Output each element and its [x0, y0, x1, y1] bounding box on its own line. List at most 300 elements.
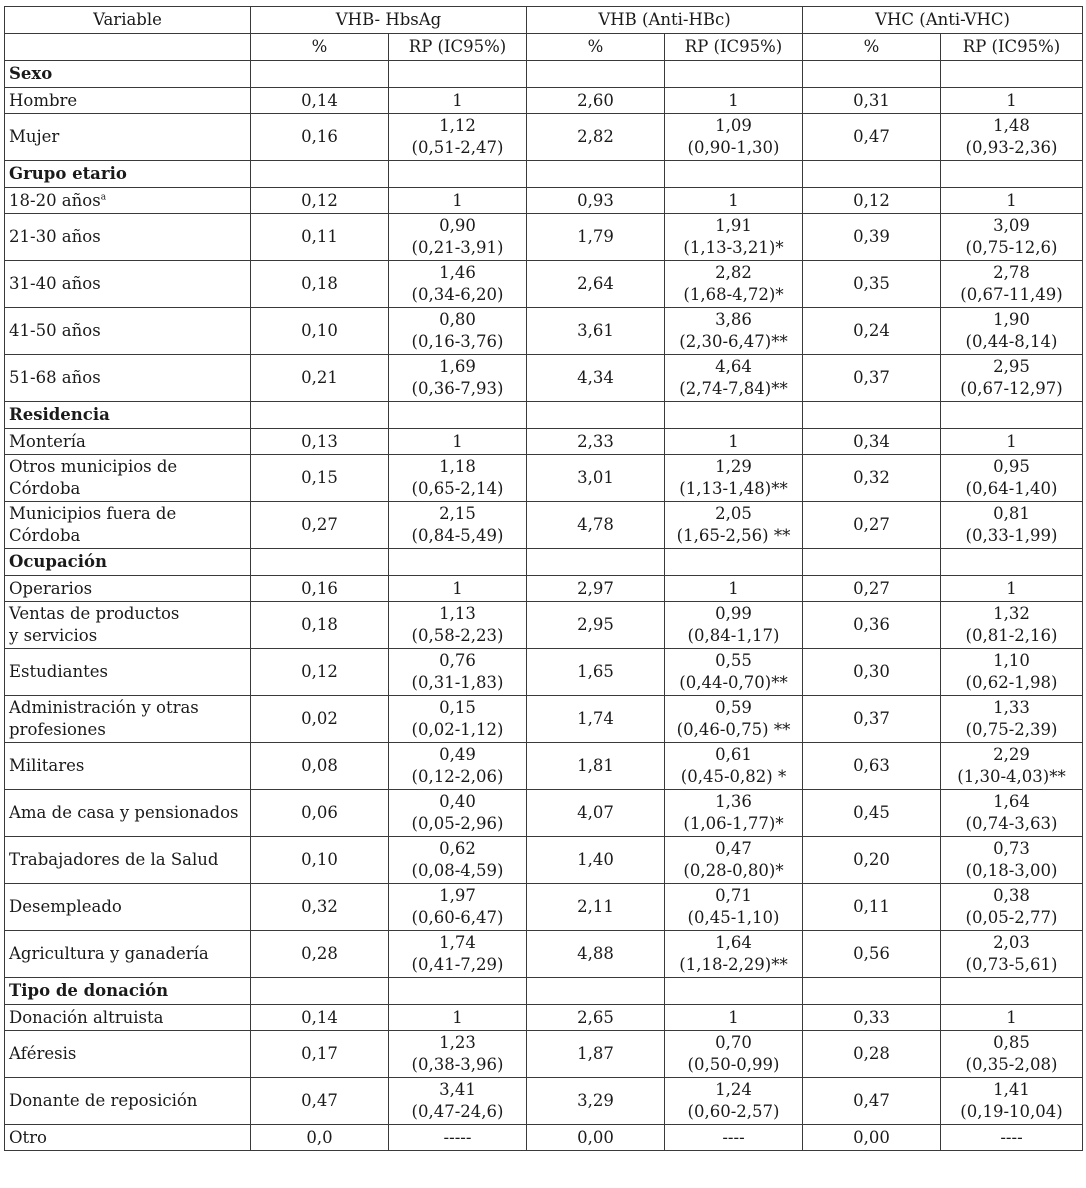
rp-cell	[389, 1078, 527, 1125]
rp-value: 1,29	[715, 457, 752, 476]
rp-value: ----	[722, 1127, 745, 1147]
empty-cell	[251, 61, 389, 88]
rp-value: 1	[452, 578, 463, 598]
rp-value: 1,90	[993, 310, 1030, 329]
rp-cell	[665, 790, 803, 837]
rp-value: 1,36	[715, 792, 752, 811]
rp-interval: (1,13-1,48)**	[679, 479, 788, 498]
pct-cell: 0,36	[803, 602, 941, 649]
rp-value: 1,24	[715, 1080, 752, 1099]
row-label-line: y servicios	[9, 626, 98, 645]
rp-value: 1	[1006, 1007, 1017, 1027]
rp-value: 2,82	[715, 263, 752, 282]
rp-interval: (0,46-0,75) **	[676, 720, 791, 739]
rp-cell	[941, 696, 1083, 743]
pct-cell: 4,07	[527, 790, 665, 837]
row-label	[5, 502, 251, 549]
table-row	[5, 1005, 1083, 1031]
empty-cell	[665, 402, 803, 429]
rp-value: 1,12	[439, 116, 476, 135]
rp-cell	[665, 308, 803, 355]
row-label	[5, 455, 251, 502]
rp-value: 2,29	[993, 745, 1030, 764]
rp-interval: (0,62-1,98)	[965, 673, 1058, 692]
rp-cell	[389, 188, 527, 214]
rp-interval: (1,06-1,77)*	[683, 814, 784, 833]
rp-cell	[665, 114, 803, 161]
rp-value: 0,38	[993, 886, 1030, 905]
pct-cell: 0,14	[251, 88, 389, 114]
rp-cell	[941, 743, 1083, 790]
rp-cell	[389, 837, 527, 884]
table-row	[5, 576, 1083, 602]
rp-interval: (0,75-2,39)	[965, 720, 1058, 739]
pct-cell: 2,60	[527, 88, 665, 114]
empty-cell	[941, 402, 1083, 429]
pct-cell: 1,87	[527, 1031, 665, 1078]
rp-cell	[941, 649, 1083, 696]
row-label-line: Trabajadores de la Salud	[9, 850, 219, 869]
rp-value: 2,95	[993, 357, 1030, 376]
header-row-columns	[5, 34, 1083, 61]
rp-value: 2,15	[439, 504, 476, 523]
pct-cell: 1,81	[527, 743, 665, 790]
empty-cell	[389, 402, 527, 429]
header-vhb-antihbc: VHB (Anti-HBc)	[527, 7, 803, 34]
rp-value: 0,80	[439, 310, 476, 329]
rp-cell	[389, 1031, 527, 1078]
rp-interval: (0,47-24,6)	[411, 1102, 504, 1121]
empty-cell	[941, 549, 1083, 576]
row-label-line: Agricultura y ganadería	[9, 944, 209, 963]
rp-cell	[665, 455, 803, 502]
header-variable: Variable	[5, 7, 251, 34]
rp-cell	[941, 455, 1083, 502]
table-row	[5, 455, 1083, 502]
rp-cell	[665, 88, 803, 114]
table-row	[5, 1125, 1083, 1151]
table-row	[5, 214, 1083, 261]
row-label-line: Montería	[9, 431, 86, 451]
rp-value: 0,90	[439, 216, 476, 235]
row-label	[5, 696, 251, 743]
row-label-line: Córdoba	[9, 479, 81, 498]
rp-value: 0,81	[993, 504, 1030, 523]
rp-interval: (0,18-3,00)	[965, 861, 1058, 880]
row-label	[5, 1005, 251, 1031]
rp-value: 1,13	[439, 604, 476, 623]
row-label-line: 18-20 años	[9, 190, 101, 210]
rp-cell	[389, 790, 527, 837]
row-label	[5, 602, 251, 649]
rp-value: 1	[1006, 431, 1017, 451]
rp-interval: (0,31-1,83)	[411, 673, 504, 692]
row-label-line: 51-68 años	[9, 368, 101, 387]
rp-value: 2,78	[993, 263, 1030, 282]
pct-cell: 1,40	[527, 837, 665, 884]
rp-cell	[941, 502, 1083, 549]
section-title: Ocupación	[5, 549, 251, 576]
row-label-line: Otros municipios de	[9, 457, 178, 476]
pct-cell: 2,82	[527, 114, 665, 161]
rp-cell	[941, 214, 1083, 261]
rp-cell	[665, 188, 803, 214]
rp-cell	[389, 214, 527, 261]
pct-cell: 4,88	[527, 931, 665, 978]
table-row	[5, 602, 1083, 649]
rp-interval: (2,74-7,84)**	[679, 379, 788, 398]
pct-cell: 3,61	[527, 308, 665, 355]
pct-cell: 2,65	[527, 1005, 665, 1031]
rp-cell	[665, 355, 803, 402]
rp-interval: (0,67-11,49)	[960, 285, 1063, 304]
pct-cell: 0,34	[803, 429, 941, 455]
empty-cell	[665, 161, 803, 188]
rp-cell	[389, 261, 527, 308]
rp-interval: (0,38-3,96)	[411, 1055, 504, 1074]
pct-cell: 0,47	[251, 1078, 389, 1125]
row-label-line: 41-50 años	[9, 321, 101, 340]
rp-cell	[389, 649, 527, 696]
pct-cell: 0,11	[251, 214, 389, 261]
row-label-line: Hombre	[9, 90, 78, 110]
row-label	[5, 308, 251, 355]
rp-value: 0,99	[715, 604, 752, 623]
rp-interval: (0,65-2,14)	[411, 479, 504, 498]
rp-value: 0,59	[715, 698, 752, 717]
pct-cell: 0,39	[803, 214, 941, 261]
header-pct: %	[527, 34, 665, 61]
rp-value: 3,41	[439, 1080, 476, 1099]
rp-cell	[389, 931, 527, 978]
table-row	[5, 790, 1083, 837]
rp-cell	[389, 1005, 527, 1031]
pct-cell: 0,02	[251, 696, 389, 743]
footnote-marker: a	[100, 192, 107, 202]
section-title: Sexo	[5, 61, 251, 88]
rp-interval: (0,73-5,61)	[965, 955, 1058, 974]
rp-value: 0,62	[439, 839, 476, 858]
pct-cell: 0,11	[803, 884, 941, 931]
pct-cell: 0,37	[803, 355, 941, 402]
rp-cell	[665, 502, 803, 549]
rp-value: 1,69	[439, 357, 476, 376]
pct-cell: 0,15	[251, 455, 389, 502]
table-row	[5, 355, 1083, 402]
pct-cell: 0,45	[803, 790, 941, 837]
row-label	[5, 88, 251, 114]
section-row	[5, 61, 1083, 88]
header-vhc: VHC (Anti-VHC)	[803, 7, 1083, 34]
pct-cell: 0,28	[803, 1031, 941, 1078]
pct-cell: 0,18	[251, 261, 389, 308]
pct-cell: 2,97	[527, 576, 665, 602]
rp-cell	[665, 649, 803, 696]
row-label-line: Ama de casa y pensionados	[9, 803, 239, 822]
pct-cell: 1,79	[527, 214, 665, 261]
row-label-line: Militares	[9, 756, 85, 775]
row-label-line: 21-30 años	[9, 227, 101, 246]
rp-interval: (1,68-4,72)*	[683, 285, 784, 304]
rp-cell	[665, 837, 803, 884]
pct-cell: 1,74	[527, 696, 665, 743]
rp-cell	[941, 88, 1083, 114]
row-label	[5, 214, 251, 261]
row-label	[5, 188, 251, 214]
section-row	[5, 161, 1083, 188]
rp-value: 1,18	[439, 457, 476, 476]
table-row	[5, 308, 1083, 355]
rp-interval: (0,28-0,80)*	[683, 861, 784, 880]
data-table	[4, 6, 1083, 1151]
rp-value: 1	[452, 431, 463, 451]
rp-cell	[389, 1125, 527, 1151]
rp-cell	[665, 931, 803, 978]
rp-cell	[389, 308, 527, 355]
rp-value: 1,32	[993, 604, 1030, 623]
empty-cell	[389, 978, 527, 1005]
table-row	[5, 88, 1083, 114]
pct-cell: 0,00	[527, 1125, 665, 1151]
rp-cell	[389, 88, 527, 114]
pct-cell: 0,12	[803, 188, 941, 214]
pct-cell: 0,93	[527, 188, 665, 214]
rp-interval: (1,18-2,29)**	[679, 955, 788, 974]
rp-cell	[941, 790, 1083, 837]
pct-cell: 0,35	[803, 261, 941, 308]
rp-cell	[389, 502, 527, 549]
header-vhb-hbsag: VHB- HbsAg	[251, 7, 527, 34]
pct-cell: 0,47	[803, 114, 941, 161]
pct-cell: 0,12	[251, 188, 389, 214]
rp-cell	[665, 743, 803, 790]
rp-cell	[665, 1031, 803, 1078]
rp-cell	[941, 1078, 1083, 1125]
rp-cell	[941, 1125, 1083, 1151]
pct-cell: 0,28	[251, 931, 389, 978]
pct-cell: 0,32	[803, 455, 941, 502]
pct-cell: 0,10	[251, 837, 389, 884]
pct-cell: 0,08	[251, 743, 389, 790]
empty-cell	[527, 161, 665, 188]
empty-cell	[251, 549, 389, 576]
section-title: Grupo etario	[5, 161, 251, 188]
row-label-line: profesiones	[9, 720, 106, 739]
rp-interval: (0,36-7,93)	[411, 379, 504, 398]
pct-cell: 0,16	[251, 114, 389, 161]
rp-cell	[941, 114, 1083, 161]
rp-cell	[941, 188, 1083, 214]
pct-cell: 0,00	[803, 1125, 941, 1151]
empty-cell	[389, 161, 527, 188]
empty-cell	[665, 549, 803, 576]
pct-cell: 0,27	[803, 502, 941, 549]
table-row	[5, 743, 1083, 790]
rp-cell	[941, 308, 1083, 355]
empty-cell	[527, 549, 665, 576]
rp-cell	[389, 455, 527, 502]
rp-interval: (0,84-5,49)	[411, 526, 504, 545]
rp-value: 1	[452, 1007, 463, 1027]
pct-cell: 0,17	[251, 1031, 389, 1078]
rp-cell	[665, 576, 803, 602]
pct-cell: 2,64	[527, 261, 665, 308]
row-label	[5, 355, 251, 402]
rp-interval: (0,33-1,99)	[965, 526, 1058, 545]
row-label-line: Donación altruista	[9, 1007, 164, 1027]
rp-interval: (0,44-8,14)	[965, 332, 1058, 351]
rp-cell	[665, 884, 803, 931]
rp-cell	[941, 837, 1083, 884]
table-row	[5, 837, 1083, 884]
pct-cell: 0,06	[251, 790, 389, 837]
rp-cell	[389, 355, 527, 402]
pct-cell: 4,34	[527, 355, 665, 402]
row-label	[5, 1078, 251, 1125]
rp-interval: (0,19-10,04)	[960, 1102, 1063, 1121]
header-row-groups	[5, 7, 1083, 34]
row-label-line: Aféresis	[9, 1044, 77, 1063]
table-row	[5, 931, 1083, 978]
rp-value: 1	[728, 90, 739, 110]
table-body	[5, 61, 1083, 1151]
rp-value: 1,41	[993, 1080, 1030, 1099]
pct-cell: 0,31	[803, 88, 941, 114]
rp-value: 1	[728, 190, 739, 210]
pct-cell: 0,13	[251, 429, 389, 455]
rp-cell	[665, 261, 803, 308]
section-title: Residencia	[5, 402, 251, 429]
rp-cell	[941, 261, 1083, 308]
rp-cell	[941, 602, 1083, 649]
empty-cell	[941, 978, 1083, 1005]
rp-interval: (0,50-0,99)	[687, 1055, 780, 1074]
row-label-line-wrap	[9, 190, 246, 212]
rp-value: 0,73	[993, 839, 1030, 858]
rp-value: 1	[1006, 190, 1017, 210]
pct-cell: 0,18	[251, 602, 389, 649]
empty-cell	[527, 402, 665, 429]
table-row	[5, 884, 1083, 931]
rp-interval: (0,81-2,16)	[965, 626, 1058, 645]
table-row	[5, 188, 1083, 214]
row-label	[5, 931, 251, 978]
rp-value: 3,09	[993, 216, 1030, 235]
rp-value: -----	[443, 1127, 472, 1147]
rp-value: 1,48	[993, 116, 1030, 135]
rp-value: 1,46	[439, 263, 476, 282]
pct-cell: 3,29	[527, 1078, 665, 1125]
empty-cell	[665, 61, 803, 88]
header-empty-cell	[5, 34, 251, 61]
rp-value: 0,47	[715, 839, 752, 858]
rp-cell	[941, 1005, 1083, 1031]
rp-interval: (0,35-2,08)	[965, 1055, 1058, 1074]
pct-cell: 0,16	[251, 576, 389, 602]
rp-value: 0,71	[715, 886, 752, 905]
pct-cell: 2,11	[527, 884, 665, 931]
empty-cell	[941, 61, 1083, 88]
rp-interval: (0,41-7,29)	[411, 955, 504, 974]
empty-cell	[527, 978, 665, 1005]
rp-interval: (1,65-2,56) **	[676, 526, 791, 545]
pct-cell: 0,32	[251, 884, 389, 931]
pct-cell: 0,56	[803, 931, 941, 978]
rp-value: 2,03	[993, 933, 1030, 952]
rp-interval: (0,08-4,59)	[411, 861, 504, 880]
rp-value: 1,10	[993, 651, 1030, 670]
rp-cell	[941, 931, 1083, 978]
rp-cell	[665, 602, 803, 649]
rp-interval: (1,30-4,03)**	[957, 767, 1066, 786]
section-title: Tipo de donación	[5, 978, 251, 1005]
pct-cell: 2,33	[527, 429, 665, 455]
rp-value: 0,55	[715, 651, 752, 670]
rp-value: 1,91	[715, 216, 752, 235]
rp-cell	[389, 114, 527, 161]
rp-cell	[665, 1005, 803, 1031]
rp-cell	[389, 429, 527, 455]
rp-interval: (0,51-2,47)	[411, 138, 504, 157]
empty-cell	[941, 161, 1083, 188]
empty-cell	[803, 161, 941, 188]
rp-cell	[389, 696, 527, 743]
rp-cell	[389, 884, 527, 931]
rp-value: 0,95	[993, 457, 1030, 476]
rp-value: ----	[1000, 1127, 1023, 1147]
rp-interval: (0,60-2,57)	[687, 1102, 780, 1121]
row-label-line: Operarios	[9, 578, 93, 598]
rp-value: 1	[728, 578, 739, 598]
rp-value: 1,23	[439, 1033, 476, 1052]
rp-cell	[941, 429, 1083, 455]
rp-interval: (0,67-12,97)	[960, 379, 1063, 398]
rp-interval: (0,74-3,63)	[965, 814, 1058, 833]
pct-cell: 0,10	[251, 308, 389, 355]
section-row	[5, 549, 1083, 576]
row-label	[5, 1031, 251, 1078]
rp-value: 3,86	[715, 310, 752, 329]
rp-cell	[941, 576, 1083, 602]
pct-cell: 0,47	[803, 1078, 941, 1125]
rp-interval: (0,34-6,20)	[411, 285, 504, 304]
pct-cell: 0,14	[251, 1005, 389, 1031]
rp-cell	[941, 355, 1083, 402]
rp-value: 4,64	[715, 357, 752, 376]
table-header	[5, 7, 1083, 61]
rp-value: 1,33	[993, 698, 1030, 717]
row-label	[5, 790, 251, 837]
row-label-line: Ventas de productos	[9, 604, 180, 623]
pct-cell: 0,24	[803, 308, 941, 355]
rp-value: 1	[728, 1007, 739, 1027]
rp-value: 0,85	[993, 1033, 1030, 1052]
rp-interval: (0,02-1,12)	[411, 720, 504, 739]
rp-value: 1	[452, 90, 463, 110]
empty-cell	[803, 549, 941, 576]
header-rp: RP (IC95%)	[389, 34, 527, 61]
row-label	[5, 743, 251, 790]
row-label	[5, 649, 251, 696]
rp-interval: (0,93-2,36)	[965, 138, 1058, 157]
header-pct: %	[251, 34, 389, 61]
rp-interval: (0,64-1,40)	[965, 479, 1058, 498]
row-label	[5, 429, 251, 455]
rp-interval: (2,30-6,47)**	[679, 332, 788, 351]
pct-cell: 3,01	[527, 455, 665, 502]
row-label-line: Mujer	[9, 127, 60, 146]
pct-cell: 4,78	[527, 502, 665, 549]
